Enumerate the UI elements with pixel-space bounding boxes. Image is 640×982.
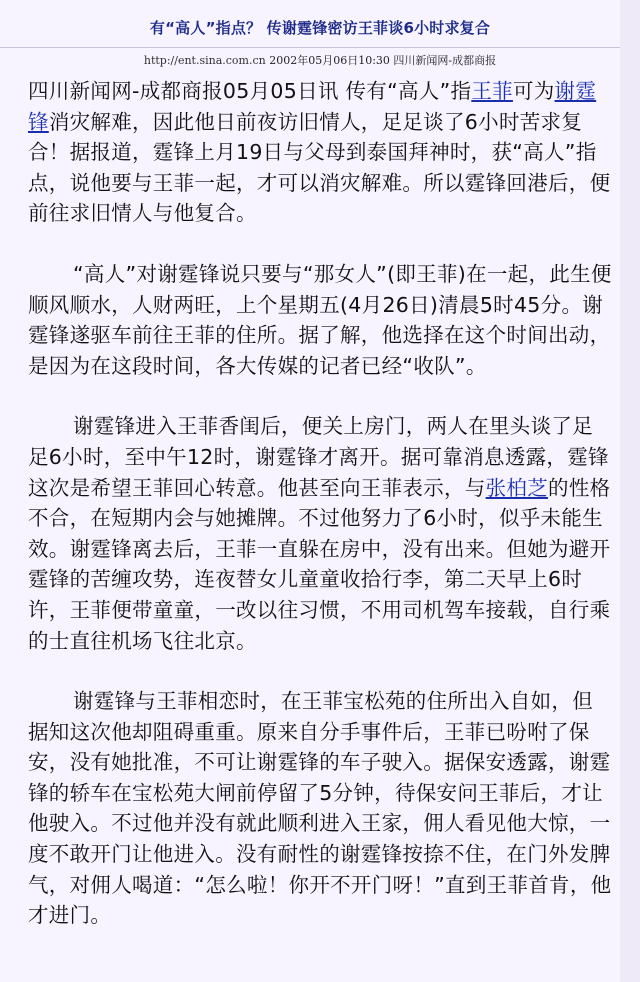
source-outlet: 四川新闻网-成都商报 — [393, 54, 497, 67]
page-scrollbar[interactable] — [620, 0, 640, 982]
paragraph-4-text: 谢霆锋与王菲相恋时，在王菲宝松苑的住所出入自如，但据知这次他却阻碍重重。原来自分手事件后，王菲已吩咐了保安，没有她批准，不可让谢霆锋的车子驶入。据保安透露，谢霆锋的轿车在宝松苑大闸前停留了5分钟，待保安问王菲后，才让他驶入。不过他并没有就此顺利进入王家，佣人看见他大惊，一度不敢开门让他进入。没有耐性的谢霆锋按捺不住，在门外发脾气，对佣人喝道：“怎么啦！你开不开门呀！”直到王菲首肯，他才进门。 — [28, 689, 612, 928]
article-headline: 有“高人”指点？ 传谢霆锋密访王菲谈6小时求复合 — [149, 19, 491, 37]
paragraph-2-text: “高人”对谢霆锋说只要与“那女人”(即王菲)在一起，此生便顺风顺水，人财两旺，上个星期五(4月26日)清晨5时45分。谢霆锋遂驱车前往王菲的住所。据了解，他选择在这个时间出动，是因为在这段时间，各大传媒的记者已经“收队”。 — [28, 261, 612, 378]
paragraph-1-text-a: 四川新闻网-成都商报05月05日讯 传有“高人”指 — [28, 79, 472, 103]
paragraph-3 — [28, 411, 613, 656]
paragraph-2 — [28, 259, 613, 381]
paragraph-1 — [28, 76, 613, 229]
source-datetime: 2002年05月06日10:30 — [269, 54, 390, 67]
headline-divider — [0, 47, 620, 48]
paragraph-3-text-b: 的性格不合，在短期内会与她摊牌。不过他努力了6小时，似乎未能生效。谢霆锋离去后，王菲一直躲在房中，没有出来。但她为避开霆锋的苦缠攻势，连夜替女儿童童收拾行李，第二天早上6时许，王菲便带童童，一改以往习惯，不用司机驾车接载，自行乘的士直往机场飞往北京。 — [28, 475, 611, 653]
paragraph-1-text-b: 可为 — [512, 79, 555, 103]
paragraph-1-text-c: 消灾解难，因此他日前夜访旧情人，足足谈了6小时苦求复合！据报道，霆锋上月19日与父母到泰国拜神时，获“高人”指点，说他要与王菲一起，才可以消灾解难。所以霆锋回港后，便前往求旧情人与他复合。 — [28, 109, 611, 226]
link-wang-fei[interactable]: 王菲 — [471, 79, 513, 103]
source-url[interactable]: http://ent.sina.com.cn — [143, 54, 266, 67]
paragraph-3-text-a: 谢霆锋进入王菲香闺后，便关上房门，两人在里头谈了足足6小时，至中午12时，谢霆锋才离开。据可靠消息透露，霆锋这次是希望王菲回心转意。他甚至向王菲表示，与 — [28, 414, 609, 500]
article-body — [28, 76, 613, 961]
link-xie-tingfeng[interactable]: 谢霆锋 — [28, 79, 597, 134]
link-cecilia-cheung[interactable]: 张柏芝 — [485, 475, 549, 500]
source-line — [0, 52, 640, 68]
paragraph-4 — [28, 686, 613, 931]
